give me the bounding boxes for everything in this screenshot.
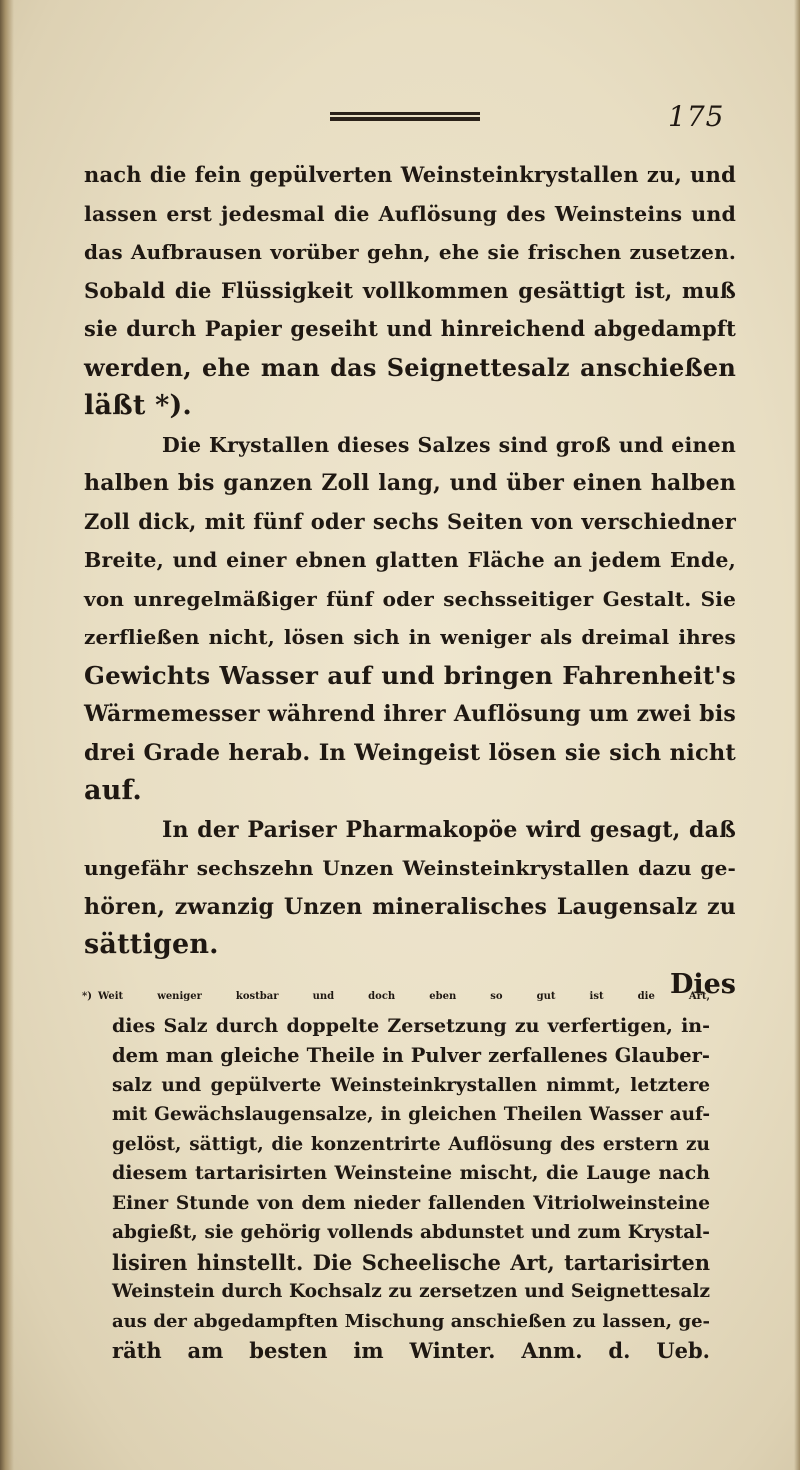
page-edge-shadow xyxy=(794,0,800,1470)
text-line: läßt *). xyxy=(84,390,193,421)
footnote-line xyxy=(82,982,710,1012)
header-ornament-rule xyxy=(330,112,480,124)
text-line: ungefähr sechszehn Unzen Weinsteinkrystallen dazu ge- xyxy=(84,856,736,880)
footnote-line: mit Gewächslaugensalze, in gleichen Theilen Wasser auf- xyxy=(112,1104,710,1125)
text-line: Die Krystallen dieses Salzes sind groß und einen xyxy=(162,432,736,457)
text-line: Breite, und einer ebnen glatten Fläche an jedem Ende, xyxy=(84,548,736,572)
footnote-line: dies Salz durch doppelte Zersetzung zu verfertigen, in- xyxy=(112,1014,710,1037)
footnote-line: dem man gleiche Theile in Pulver zerfallenes Glauber- xyxy=(112,1044,710,1067)
text-line: lassen erst jedesmal die Auflösung des Weinsteins und xyxy=(84,201,736,226)
footnote-line: aus der abgedampften Mischung anschießen zu lassen, ge- xyxy=(112,1310,710,1332)
main-text-block xyxy=(84,156,736,1009)
text-line: Zoll dick, mit fünf oder sechs Seiten von verschiedner xyxy=(84,508,736,534)
footnote-line: Weinstein durch Kochsalz zu zersetzen und Seignettesalz xyxy=(112,1281,710,1302)
text-line: halben bis ganzen Zoll lang, und über einen halben xyxy=(84,470,736,496)
footnote-line: salz und gepülverte Weinsteinkrystallen nimmt, letztere xyxy=(112,1074,710,1096)
text-line: auf. xyxy=(84,775,142,806)
text-line: Gewichts Wasser auf und bringen Fahrenheit's xyxy=(84,660,736,690)
footnote-line-text: Weit weniger kostbar und doch eben so gut ist die Art, xyxy=(97,991,710,1002)
text-line: das Aufbrausen vorüber gehn, ehe sie frischen zusetzen. xyxy=(84,240,736,264)
text-line: sättigen. xyxy=(84,929,219,960)
footnote-line: abgießt, sie gehörig vollends abdunstet und zum Krystal- xyxy=(112,1222,710,1243)
text-line: drei Grade herab. In Weingeist lösen sie sich nicht xyxy=(84,739,736,766)
catchword: Dies xyxy=(669,968,736,1000)
text-line: In der Pariser Pharmakopöe wird gesagt, daß xyxy=(162,816,736,843)
footnote-line: gelöst, sättigt, die konzentrirte Auflösung des erstern zu xyxy=(112,1133,710,1155)
text-line: zerfließen nicht, lösen sich in weniger als dreimal ihres xyxy=(84,625,736,649)
text-line: von unregelmäßiger fünf oder sechsseitiger Gestalt. Sie xyxy=(84,586,736,611)
text-line: Sobald die Flüssigkeit vollkommen gesättigt ist, muß xyxy=(84,277,736,303)
footnote-block xyxy=(82,982,710,1366)
book-spine-shadow xyxy=(0,0,14,1470)
text-line: sie durch Papier geseiht und hinreichend abgedampft xyxy=(84,316,736,341)
text-line: Wärmemesser während ihrer Auflösung um zwei bis xyxy=(84,701,736,727)
page-number: 175 xyxy=(668,100,725,133)
footnote-line: Einer Stunde von dem nieder fallenden Vitriolweinsteine xyxy=(112,1192,710,1214)
footnote-line: diesem tartarisirten Weinsteine mischt, die Lauge nach xyxy=(112,1162,710,1184)
footnote-line: räth am besten im Winter. Anm. d. Ueb. xyxy=(112,1338,710,1363)
text-line: werden, ehe man das Seignettesalz anschießen xyxy=(84,352,736,382)
text-line: hören, zwanzig Unzen mineralisches Laugensalz zu xyxy=(84,893,736,920)
footnote-marker: *) xyxy=(82,991,92,1002)
footnote-line: lisiren hinstellt. Die Scheelische Art, tartarisirten xyxy=(112,1249,710,1275)
text-line: nach die fein gepülverten Weinsteinkrystallen zu, und xyxy=(84,162,736,187)
